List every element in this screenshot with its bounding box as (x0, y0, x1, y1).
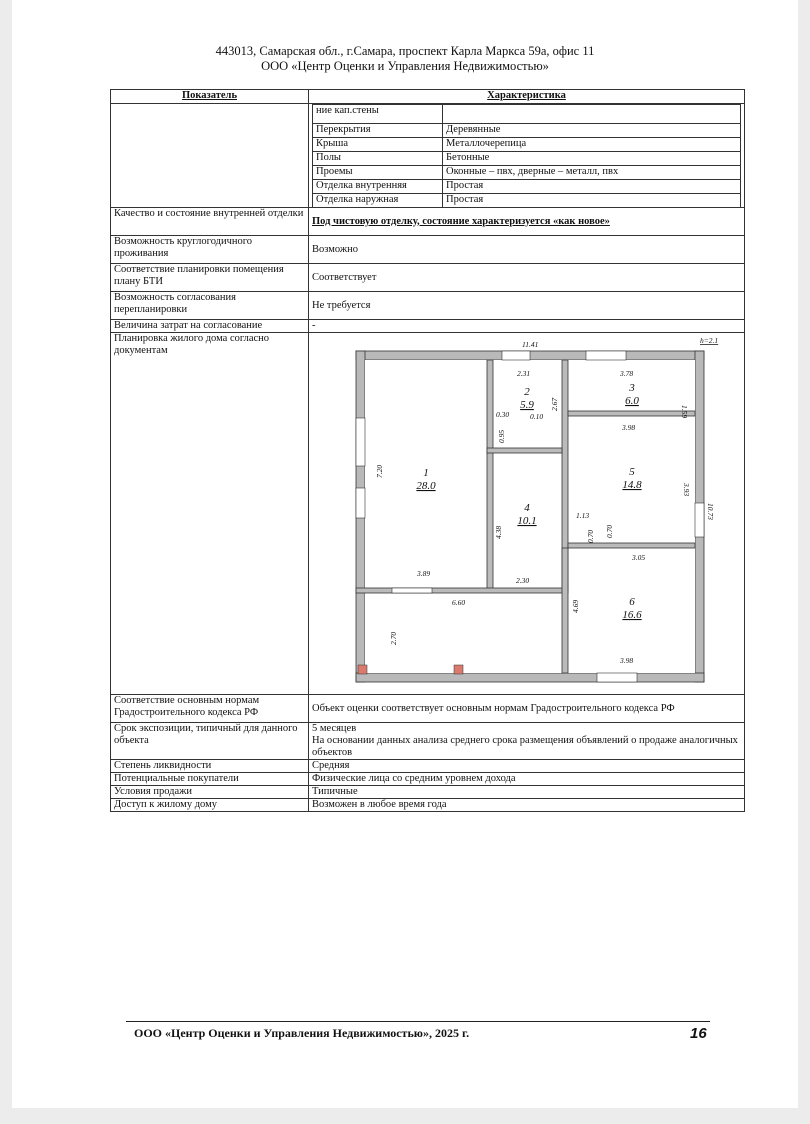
svg-text:0.95: 0.95 (497, 429, 506, 443)
table-row: Доступ к жилому дому Возможен в любое время года (111, 799, 745, 812)
svg-text:1.59: 1.59 (680, 405, 689, 419)
footer-text: ООО «Центр Оценки и Управления Недвижимостью», 2025 г. (134, 1026, 470, 1040)
svg-text:10.73: 10.73 (706, 503, 715, 520)
table-row: Степень ликвидности Средняя (111, 760, 745, 773)
table-row: Возможность согласования перепланировки Не требуется (111, 292, 745, 320)
table-row: Срок экспозиции, типичный для данного объекта 5 месяцев На основании данных анализа среднего срока размещения объявлений о продаже аналогичных объектов (111, 723, 745, 760)
svg-text:2.30: 2.30 (516, 576, 530, 585)
room-5-area: 14.8 (622, 479, 642, 491)
svg-text:2.67: 2.67 (550, 397, 559, 411)
table-row: Соответствие планировки помещения плану БТИ Соответствует (111, 264, 745, 292)
footer-rule (126, 1021, 710, 1022)
header-company: ООО «Центр Оценки и Управления Недвижимостью» (261, 59, 549, 73)
room-4-number: 4 (524, 502, 530, 514)
svg-text:3.78: 3.78 (620, 369, 634, 378)
room-1-area: 28.0 (416, 480, 436, 492)
height-note: h=2.1 (700, 336, 719, 345)
svg-text:1.13: 1.13 (576, 511, 590, 520)
svg-text:2.31: 2.31 (517, 369, 531, 378)
room-1-number: 1 (423, 467, 429, 479)
room-3-number: 3 (629, 382, 635, 394)
svg-text:0.70: 0.70 (605, 524, 614, 538)
floor-plan-drawing (312, 333, 746, 690)
room-3-area: 6.0 (625, 395, 639, 407)
room-2-number: 2 (524, 386, 530, 398)
table-row: Отделка внутренняя Простая (313, 180, 741, 194)
table-row: Соответствие основным нормам Градостроительного кодекса РФ Объект оценки соответствует основным нормам Градостроительного кодекса РФ (111, 695, 745, 723)
table-row: Проемы Оконные – пвх, дверные – металл, пвх (313, 166, 741, 180)
room-2-area: 5.9 (520, 399, 534, 411)
table-row: Качество и состояние внутренней отделки Под чистовую отделку, состояние характеризуется «как новое» (111, 208, 745, 236)
svg-text:4.69: 4.69 (571, 599, 580, 613)
svg-text:0.10: 0.10 (530, 412, 544, 421)
table-row: Отделка наружная Простая (313, 194, 741, 208)
floor-plan-label: Планировка жилого дома согласно документам (111, 333, 309, 695)
room-5-number: 5 (629, 466, 635, 478)
property-characteristics-table (110, 89, 745, 812)
svg-text:3.98: 3.98 (620, 656, 634, 665)
svg-text:3.05: 3.05 (632, 553, 646, 562)
col-header-characteristic: Характеристика (309, 90, 745, 104)
table-row: ние кап.стены (313, 105, 741, 124)
table-header-row (111, 90, 745, 104)
table-row: Возможность круглогодичного проживания Возможно (111, 236, 745, 264)
svg-text:3.98: 3.98 (622, 423, 636, 432)
svg-text:3.89: 3.89 (417, 569, 431, 578)
svg-text:11.41: 11.41 (522, 340, 539, 349)
svg-text:3.93: 3.93 (682, 483, 691, 497)
floor-plan-row (111, 333, 745, 695)
svg-text:0.30: 0.30 (496, 410, 510, 419)
col-header-indicator: Показатель (111, 90, 309, 104)
table-row: Величина затрат на согласование - (111, 320, 745, 333)
table-row: Условия продажи Типичные (111, 786, 745, 799)
header-address: 443013, Самарская обл., г.Самара, проспект Карла Маркса 59а, офис 11 (215, 44, 595, 58)
construction-subtable (312, 104, 741, 207)
svg-text:2.70: 2.70 (389, 631, 398, 645)
table-row: Полы Бетонные (313, 152, 741, 166)
construction-block (111, 104, 745, 208)
table-row: Крыша Металлочерепица (313, 138, 741, 152)
svg-text:7.20: 7.20 (375, 464, 384, 478)
room-6-number: 6 (629, 596, 635, 608)
svg-text:4.38: 4.38 (494, 525, 503, 539)
room-4-area: 10.1 (517, 515, 537, 527)
room-6-area: 16.6 (622, 609, 642, 621)
table-row: Потенциальные покупатели Физические лица со средним уровнем дохода (111, 773, 745, 786)
page-number: 16 (690, 1025, 707, 1042)
table-row: Перекрытия Деревянные (313, 124, 741, 138)
svg-text:6.60: 6.60 (452, 598, 466, 607)
svg-text:0.70: 0.70 (586, 529, 595, 543)
